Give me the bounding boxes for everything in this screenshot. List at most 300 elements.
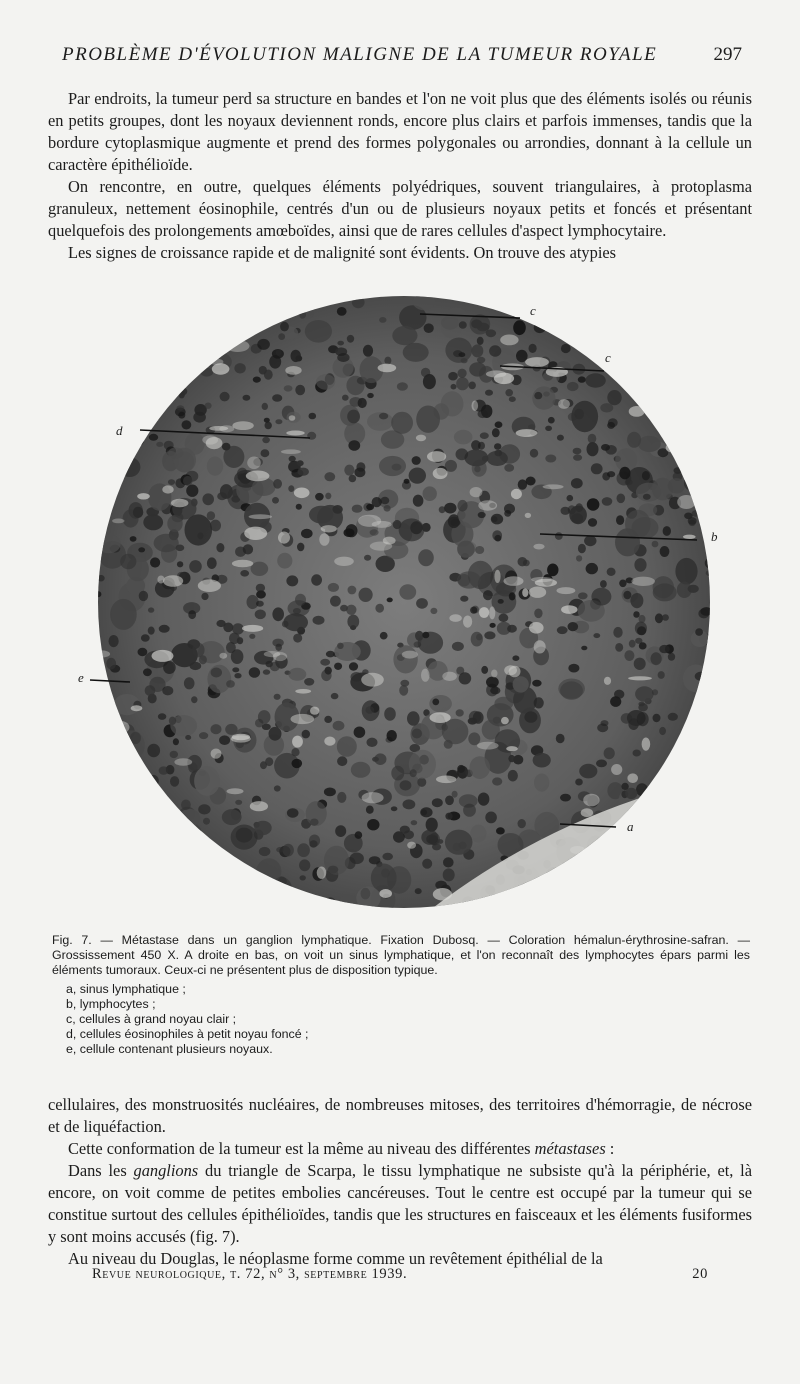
cell-nucleus [143, 782, 155, 793]
cell-nucleus [125, 364, 136, 372]
light-interstitial-space [378, 364, 397, 373]
cell-nucleus [149, 414, 157, 423]
cell-nucleus [154, 534, 179, 552]
light-interstitial-space [629, 406, 645, 417]
cell-nucleus [662, 431, 674, 441]
cell-nucleus [468, 732, 480, 745]
cell-nucleus [647, 898, 662, 909]
light-interstitial-space [624, 838, 638, 842]
cell-nucleus [492, 777, 502, 785]
cell-nucleus [170, 751, 178, 758]
cell-nucleus [306, 801, 327, 826]
light-interstitial-space [319, 533, 329, 546]
light-interstitial-space [561, 605, 577, 614]
cell-nucleus [489, 345, 501, 356]
light-interstitial-space [291, 714, 315, 724]
cell-nucleus [448, 372, 458, 381]
cell-nucleus [222, 809, 242, 825]
cell-nucleus [339, 895, 356, 910]
cell-nucleus [293, 608, 301, 614]
cell-nucleus [637, 626, 646, 635]
cell-nucleus [216, 543, 224, 552]
cell-nucleus [207, 557, 217, 569]
cell-nucleus [470, 756, 491, 779]
cell-nucleus [344, 465, 354, 476]
cell-nucleus [97, 575, 104, 582]
light-interstitial-space [157, 576, 164, 584]
cell-nucleus [163, 661, 176, 674]
cell-nucleus [372, 497, 382, 507]
cell-nucleus [151, 861, 160, 871]
light-interstitial-space [232, 734, 250, 740]
light-interstitial-space [516, 429, 538, 437]
light-interstitial-space [558, 399, 570, 409]
cell-nucleus [553, 300, 567, 310]
light-interstitial-space [278, 532, 290, 544]
light-interstitial-space [211, 749, 222, 759]
cell-nucleus [112, 399, 124, 413]
cell-nucleus [289, 456, 296, 462]
cell-nucleus [639, 342, 649, 353]
cell-nucleus [201, 904, 207, 910]
cell-nucleus [634, 558, 646, 572]
cell-nucleus [274, 785, 281, 791]
light-interstitial-space [522, 588, 528, 597]
cell-nucleus [532, 680, 541, 687]
cell-nucleus [107, 463, 126, 482]
label-e: e [78, 670, 84, 685]
cell-nucleus [648, 880, 660, 888]
cell-nucleus [432, 699, 439, 706]
cell-nucleus [415, 631, 424, 641]
cell-nucleus [139, 591, 148, 601]
cell-nucleus [325, 493, 331, 500]
cell-nucleus [472, 344, 484, 357]
cell-nucleus [578, 544, 586, 553]
cell-nucleus [180, 855, 196, 871]
cell-nucleus [702, 347, 717, 364]
cell-nucleus [639, 615, 646, 623]
cell-nucleus [678, 357, 705, 382]
cell-nucleus [133, 507, 143, 518]
light-interstitial-space [666, 443, 679, 453]
light-interstitial-space [198, 579, 221, 592]
cell-nucleus [704, 517, 713, 527]
cell-nucleus [548, 417, 555, 424]
cell-nucleus [651, 652, 662, 665]
cell-nucleus [130, 536, 137, 542]
cell-nucleus [575, 779, 583, 786]
cell-nucleus [283, 886, 290, 894]
cell-nucleus [352, 505, 363, 513]
cell-nucleus [268, 290, 294, 318]
light-interstitial-space [668, 422, 678, 429]
cell-nucleus [295, 385, 305, 396]
cell-nucleus [278, 333, 285, 340]
cell-nucleus [638, 702, 644, 707]
cell-nucleus [496, 827, 505, 834]
cell-nucleus [509, 592, 516, 600]
cell-nucleus [697, 330, 705, 340]
cell-nucleus [491, 514, 503, 525]
cell-nucleus [578, 376, 586, 382]
cell-nucleus [545, 426, 552, 431]
light-interstitial-space [494, 373, 514, 384]
cell-nucleus [185, 514, 213, 545]
cell-nucleus [350, 853, 364, 865]
light-interstitial-space [531, 577, 553, 582]
cell-nucleus [558, 679, 585, 699]
light-interstitial-space [383, 537, 396, 545]
cell-nucleus [349, 662, 358, 670]
cell-nucleus [691, 429, 698, 434]
cell-nucleus [640, 382, 658, 399]
cell-nucleus [679, 450, 692, 463]
light-interstitial-space [692, 710, 715, 720]
figure-caption [52, 933, 750, 1057]
cell-nucleus [182, 296, 190, 304]
cell-nucleus [445, 813, 452, 820]
paragraph: Par endroits, la tumeur perd sa structure en bandes et l'on ne voit plus que des éléments isolés ou réunis en petits groupes, dont les noyaux deviennent ronds, encore plus clairs et parfois immenses, tandis que la bordure cytoplasmique augmente et prend des formes polygonales ou arrondies, donnant à la cellule un caractère épithélioïde. [48, 89, 752, 174]
cell-nucleus [423, 374, 436, 389]
cell-nucleus [328, 583, 339, 592]
light-interstitial-space [285, 366, 301, 375]
cell-nucleus [674, 288, 696, 307]
cell-nucleus [297, 843, 310, 857]
cell-nucleus [561, 344, 571, 353]
cell-nucleus [233, 303, 242, 312]
cell-nucleus [97, 534, 121, 553]
cell-nucleus [104, 702, 114, 712]
light-interstitial-space [334, 557, 354, 566]
cell-nucleus [613, 627, 622, 638]
cell-nucleus [269, 885, 276, 892]
cell-nucleus [397, 382, 408, 391]
cell-nucleus [634, 658, 646, 670]
cell-nucleus [234, 286, 255, 311]
cell-nucleus [587, 442, 599, 456]
cell-nucleus [324, 472, 335, 481]
cell-nucleus [272, 394, 282, 401]
cell-nucleus [330, 596, 341, 607]
cell-nucleus [672, 328, 696, 351]
cell-nucleus [655, 829, 665, 840]
cell-nucleus [403, 799, 416, 809]
cell-nucleus [123, 344, 133, 352]
cell-nucleus [205, 318, 216, 329]
cell-nucleus [529, 344, 537, 353]
cell-nucleus [141, 793, 147, 798]
light-interstitial-space [436, 776, 456, 784]
cell-nucleus [490, 687, 500, 695]
cell-nucleus [477, 337, 484, 345]
cell-nucleus [581, 646, 587, 651]
cell-nucleus [325, 667, 332, 675]
cell-nucleus [658, 671, 665, 679]
cell-nucleus [460, 596, 468, 602]
cell-nucleus [426, 818, 438, 832]
cell-nucleus [110, 599, 137, 630]
cell-nucleus [557, 435, 564, 441]
cell-nucleus [185, 823, 202, 843]
cell-nucleus [122, 754, 131, 760]
cell-nucleus [337, 353, 349, 362]
cell-nucleus [685, 368, 696, 378]
cell-nucleus [691, 469, 714, 491]
cell-nucleus [101, 371, 112, 380]
cell-nucleus [451, 384, 457, 390]
cell-nucleus [136, 398, 143, 406]
light-interstitial-space [628, 676, 652, 680]
cell-nucleus [630, 330, 637, 337]
cell-nucleus [413, 294, 435, 310]
cell-nucleus [403, 343, 429, 362]
label-a: a [627, 819, 634, 834]
cell-nucleus [287, 808, 299, 817]
cell-nucleus [103, 833, 110, 840]
cell-nucleus [199, 655, 207, 664]
cell-nucleus [674, 839, 682, 847]
cell-nucleus [418, 549, 434, 566]
cell-nucleus [470, 825, 486, 843]
cell-nucleus [518, 557, 528, 566]
cell-nucleus [705, 558, 715, 568]
cell-nucleus [191, 856, 202, 869]
micrograph-figure [0, 278, 800, 938]
cell-nucleus [367, 819, 379, 830]
cell-nucleus [277, 553, 292, 569]
cell-nucleus [333, 721, 345, 731]
cell-nucleus [379, 413, 388, 420]
cell-nucleus [635, 686, 654, 701]
cell-nucleus [632, 365, 642, 377]
cell-nucleus [533, 893, 544, 906]
cell-nucleus [443, 857, 454, 867]
paragraph: Les signes de croissance rapide et de malignité sont évidents. On trouve des atypies [68, 243, 617, 262]
cell-nucleus [625, 479, 633, 485]
cell-nucleus [568, 318, 580, 328]
cell-nucleus [456, 448, 469, 460]
cell-nucleus [568, 622, 579, 631]
cell-nucleus [393, 645, 417, 673]
light-interstitial-space [227, 788, 244, 794]
cell-nucleus [692, 510, 700, 516]
cell-nucleus [162, 686, 173, 695]
cell-nucleus [654, 411, 662, 418]
cell-nucleus [299, 859, 310, 871]
cell-nucleus [173, 738, 179, 745]
cell-nucleus [607, 568, 616, 576]
cell-nucleus [194, 766, 220, 796]
cell-nucleus [348, 586, 357, 595]
running-title: PROBLÈME D'ÉVOLUTION MALIGNE DE LA TUMEUR ROYALE [62, 44, 658, 65]
cell-nucleus [607, 390, 621, 405]
cell-nucleus [141, 634, 150, 641]
cell-nucleus [494, 535, 501, 542]
cell-nucleus [151, 366, 163, 375]
cell-nucleus [212, 900, 222, 911]
cell-nucleus [654, 309, 664, 318]
cell-nucleus [699, 700, 705, 706]
cell-nucleus [171, 298, 180, 308]
cell-nucleus [567, 382, 579, 391]
light-interstitial-space [693, 390, 711, 395]
cell-nucleus [119, 308, 130, 316]
cell-nucleus [619, 467, 630, 480]
bottom-text-block [48, 1094, 752, 1270]
cell-nucleus [620, 886, 630, 893]
cell-nucleus [432, 798, 443, 807]
light-interstitial-space [693, 450, 699, 459]
cell-nucleus [253, 377, 261, 383]
cell-nucleus [416, 406, 440, 433]
light-interstitial-space [627, 773, 638, 783]
cell-nucleus [591, 588, 611, 606]
cell-nucleus [686, 438, 697, 447]
cell-nucleus [561, 312, 572, 325]
cell-nucleus [264, 370, 273, 380]
cell-nucleus [470, 607, 477, 614]
light-interstitial-space [295, 689, 311, 694]
cell-nucleus [633, 611, 639, 618]
light-interstitial-space [672, 825, 687, 835]
cell-nucleus [193, 345, 202, 356]
light-interstitial-space [219, 425, 234, 432]
cell-nucleus [298, 307, 314, 319]
cell-nucleus [475, 546, 484, 554]
cell-nucleus [695, 311, 707, 325]
legend-item: b, lymphocytes ; [66, 997, 156, 1011]
cell-nucleus [637, 784, 645, 790]
cell-nucleus [608, 418, 618, 427]
cell-nucleus [156, 442, 163, 447]
cell-nucleus [187, 875, 193, 880]
cell-nucleus [374, 753, 386, 765]
cell-nucleus [130, 732, 141, 744]
cell-nucleus [183, 476, 193, 486]
cell-nucleus [264, 418, 270, 423]
cell-nucleus [262, 403, 268, 410]
cell-nucleus [384, 357, 391, 365]
cell-nucleus [569, 506, 587, 525]
cell-nucleus [130, 814, 149, 832]
cell-nucleus [513, 320, 526, 335]
cell-nucleus [298, 468, 309, 476]
cell-nucleus [352, 296, 365, 308]
cell-nucleus [524, 711, 537, 722]
cell-nucleus [324, 897, 336, 910]
cell-nucleus [478, 512, 486, 518]
cell-nucleus [477, 357, 485, 363]
cell-nucleus [169, 717, 176, 725]
cell-nucleus [410, 521, 422, 534]
cell-nucleus [124, 814, 135, 822]
cell-nucleus [416, 598, 428, 609]
light-interstitial-space [511, 489, 522, 499]
cell-nucleus [274, 694, 281, 700]
light-interstitial-space [162, 485, 173, 493]
cell-nucleus [262, 437, 270, 443]
cell-nucleus [148, 817, 156, 824]
cell-nucleus [688, 517, 697, 525]
cell-nucleus [117, 825, 126, 832]
paragraph: cellulaires, des monstruosités nucléaires, de nombreuses mitoses, des territoires d'hémorragie, de nécrose et de liquéfaction. [48, 1095, 752, 1136]
cell-nucleus [266, 285, 293, 307]
cell-nucleus [504, 504, 515, 514]
cell-nucleus [337, 792, 346, 803]
light-interstitial-space [463, 616, 472, 628]
cell-nucleus [198, 862, 205, 870]
cell-nucleus [692, 716, 714, 738]
cell-nucleus [699, 679, 709, 690]
light-interstitial-space [583, 794, 599, 807]
cell-nucleus [579, 764, 597, 779]
cell-nucleus [635, 808, 646, 817]
cell-nucleus [534, 322, 546, 333]
cell-nucleus [528, 881, 535, 888]
legend-item: e, cellule contenant plusieurs noyaux. [66, 1042, 273, 1056]
cell-nucleus [297, 543, 304, 552]
cell-nucleus [445, 796, 454, 806]
cell-nucleus [337, 643, 344, 649]
light-interstitial-space [525, 357, 549, 367]
cell-nucleus [689, 792, 697, 799]
cell-nucleus [138, 648, 148, 656]
light-interstitial-space [657, 405, 673, 410]
cell-nucleus [189, 560, 202, 573]
cell-nucleus [627, 432, 641, 448]
cell-nucleus [652, 689, 658, 695]
cell-nucleus [668, 653, 675, 661]
cell-nucleus [384, 505, 391, 512]
cell-nucleus [629, 640, 636, 648]
cell-nucleus [443, 868, 455, 881]
light-interstitial-space [174, 758, 192, 766]
cell-nucleus [407, 711, 420, 725]
cell-nucleus [202, 903, 209, 908]
page-footer [92, 1266, 708, 1283]
cell-nucleus [192, 643, 204, 657]
cell-nucleus [232, 667, 239, 672]
cell-nucleus [190, 845, 201, 853]
cell-nucleus [404, 479, 410, 484]
cell-nucleus [181, 800, 191, 811]
cell-nucleus [695, 628, 703, 636]
figure-7 [0, 278, 800, 938]
cell-nucleus [412, 729, 422, 739]
light-interstitial-space [529, 622, 544, 634]
cell-nucleus [457, 500, 467, 512]
cell-nucleus [445, 338, 472, 363]
cell-nucleus [633, 750, 641, 757]
cell-nucleus [141, 801, 151, 810]
cell-nucleus [653, 576, 674, 598]
cell-nucleus [265, 757, 273, 766]
cell-nucleus [98, 744, 114, 762]
cell-nucleus [704, 488, 714, 498]
cell-nucleus [170, 776, 179, 787]
cell-nucleus [593, 864, 601, 870]
cell-nucleus [148, 775, 159, 787]
light-interstitial-space [491, 670, 497, 678]
cell-nucleus [456, 709, 464, 716]
cell-nucleus [113, 882, 123, 890]
cell-nucleus [180, 308, 190, 316]
cell-nucleus [284, 385, 293, 391]
light-interstitial-space [504, 665, 517, 675]
cell-nucleus [616, 515, 624, 525]
cell-nucleus [220, 392, 230, 402]
